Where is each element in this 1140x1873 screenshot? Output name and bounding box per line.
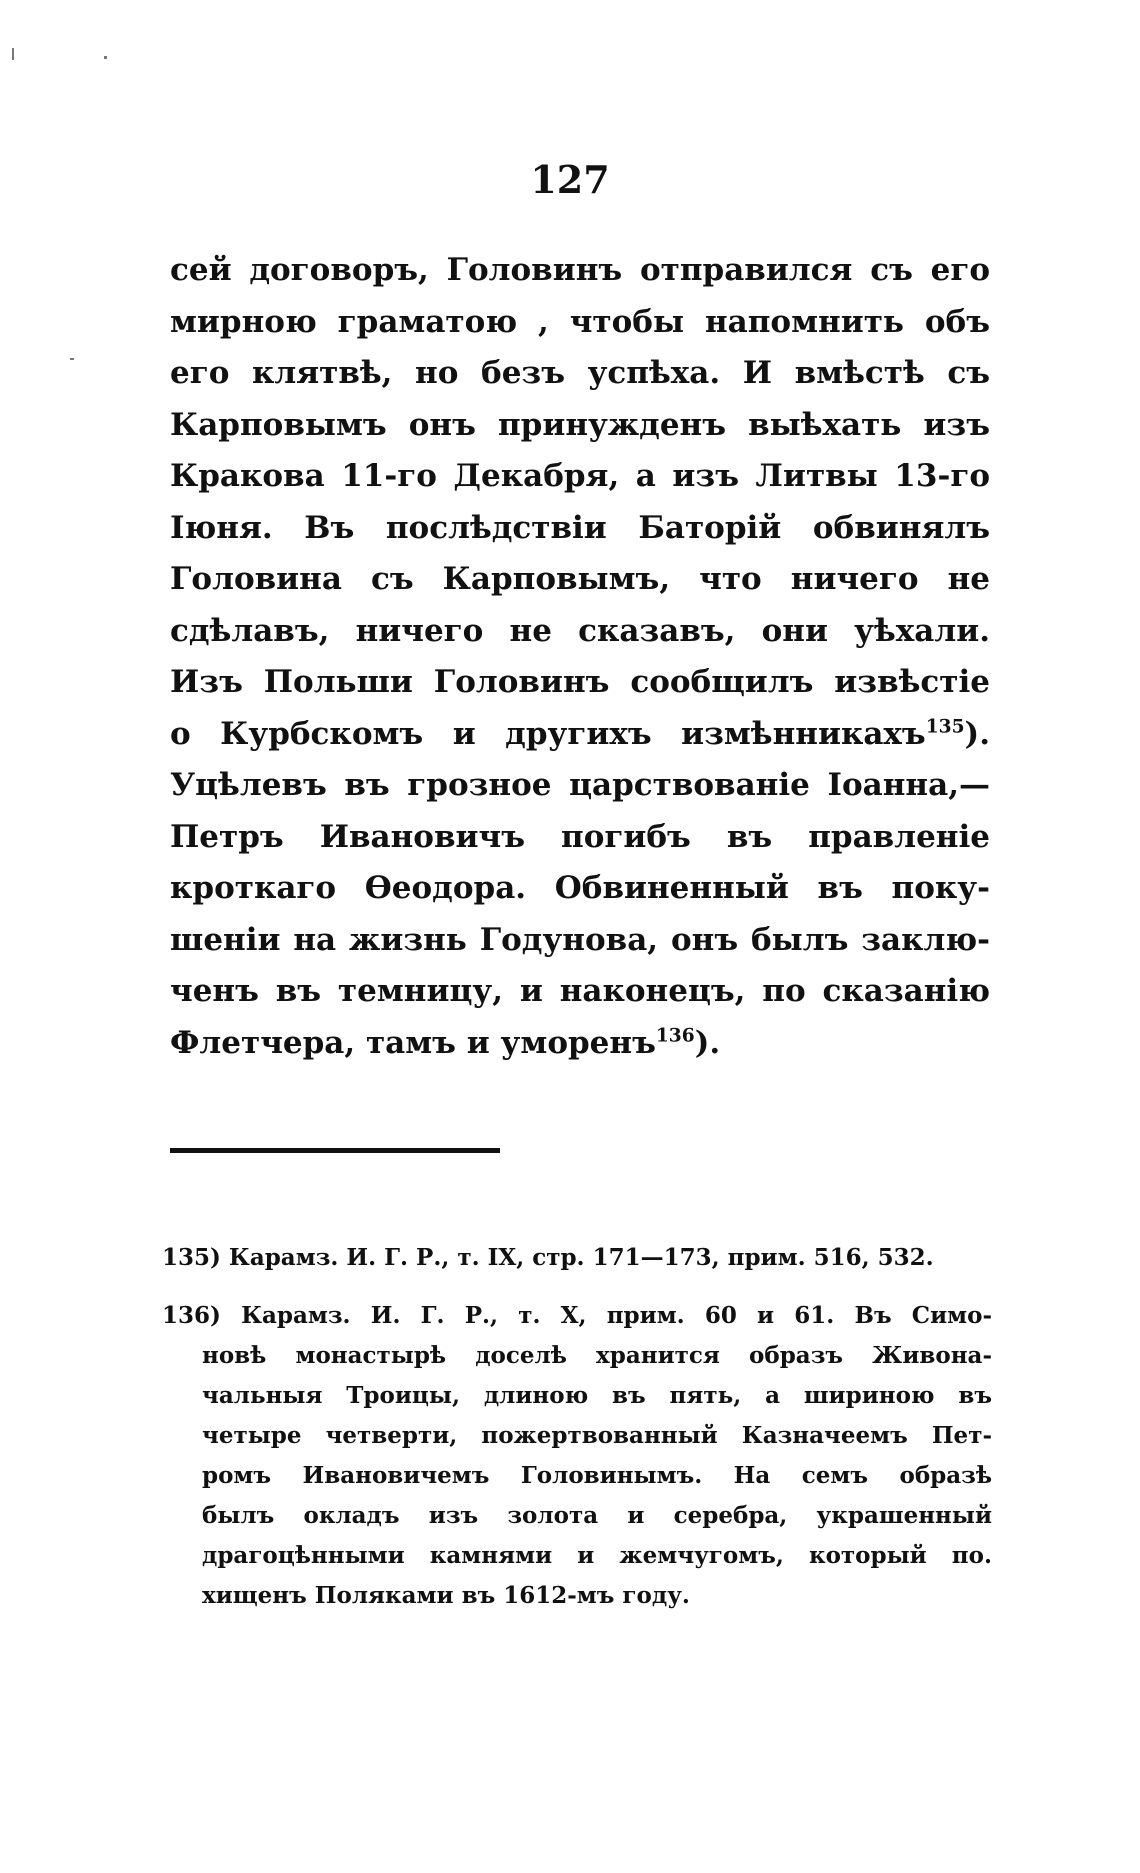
- footnote-136-line: хищенъ Поляками въ 1612-мъ году.: [202, 1582, 690, 1609]
- footnote-135: 135) Карамз. И. Г. Р., т. IX, стр. 171—173, прим. 516, 532.: [162, 1244, 934, 1271]
- text-line: ченъ въ темницу, и наконецъ, по сказанію: [170, 973, 990, 1009]
- text-segment: о Курбскомъ и другихъ измѣнникахъ: [170, 715, 926, 752]
- page-number: 127: [530, 157, 610, 202]
- text-line: мирною граматою , чтобы напомнить объ: [170, 303, 990, 340]
- text-line: кроткаго Ѳеодора. Обвиненный въ поку-: [170, 870, 990, 906]
- text-line: шеніи на жизнь Годунова, онъ былъ заклю-: [170, 921, 990, 958]
- text-line: Кракова 11-го Декабря, а изъ Литвы 13-го: [170, 458, 990, 494]
- footnote-136-line: 136) Карамз. И. Г. Р., т. X, прим. 60 и 61. Въ Симо-: [162, 1302, 992, 1329]
- text-line: сдѣлавъ, ничего не сказавъ, они уѣхали.: [170, 612, 990, 649]
- footnotes: [162, 1238, 992, 1616]
- text-segment: Флетчера, тамъ и уморенъ: [170, 1024, 656, 1061]
- footnote-136-line: четыре четверти, пожертвованный Казначеемъ Пет-: [202, 1422, 992, 1449]
- text-line: Іюня. Въ послѣдствіи Баторій обвинялъ: [170, 509, 990, 546]
- footnote-ref-135: 135: [925, 716, 965, 738]
- footnote-separator: [170, 1148, 500, 1153]
- text-line: Карповымъ онъ принужденъ выѣхать изъ: [170, 406, 990, 443]
- text-line-with-ref-136: [170, 1018, 990, 1070]
- footnote-136-line: былъ окладъ изъ золота и серебра, украшенный: [202, 1502, 992, 1529]
- text-line: Изъ Польши Головинъ сообщилъ извѣстіе: [170, 664, 990, 700]
- footnote-136-line: ромъ Ивановичемъ Головинымъ. На семъ образѣ: [202, 1462, 992, 1489]
- footnote-136-line: чальныя Троицы, длиною въ пять, а шириною въ: [202, 1382, 992, 1409]
- text-line: его клятвѣ, но безъ успѣха. И вмѣстѣ съ: [170, 355, 990, 391]
- text-line: сей договоръ, Головинъ отправился съ его: [170, 252, 990, 288]
- footnote-136-line: драгоцѣнными камнями и жемчугомъ, который по.: [202, 1542, 992, 1569]
- footnote-136-line: новѣ монастырѣ доселѣ хранится образъ Живона-: [202, 1342, 992, 1369]
- text-line-with-ref-135: [170, 709, 990, 761]
- footnote-gap: [162, 1278, 992, 1296]
- text-line: Петръ Ивановичъ погибъ въ правленіе: [170, 818, 990, 855]
- footnote-ref-close: ).: [964, 715, 990, 752]
- text-line: Уцѣлевъ въ грозное царствованіе Іоанна,—: [170, 767, 990, 803]
- scan-speck: [104, 56, 107, 59]
- footnote-ref-136: 136: [655, 1025, 695, 1047]
- text-line: Головина съ Карповымъ, что ничего не: [170, 561, 990, 597]
- scan-speck: [70, 358, 74, 360]
- main-text: [170, 245, 990, 1069]
- footnote-ref-close: ).: [694, 1024, 721, 1061]
- scan-speck: [12, 48, 14, 60]
